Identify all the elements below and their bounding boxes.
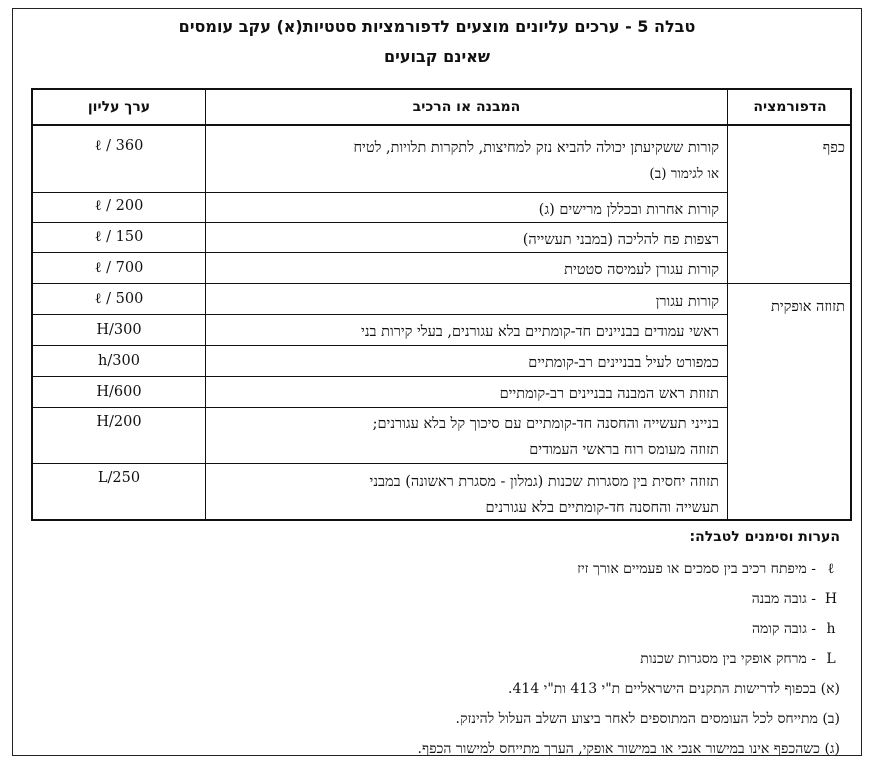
row-structure: תזוזת ראש המבנה בבניינים רב-קומתיים [499, 386, 719, 402]
symbol-note [752, 621, 840, 638]
row-structure: קורות ששקיעתן יכולה להביא נזק למחיצות, לתקרות תלויות, לטיח [353, 140, 719, 156]
symbol: ℓ [827, 561, 835, 577]
symbol-note [752, 591, 840, 608]
symbol: h [826, 621, 836, 637]
symbol-description: - גובה מבנה [751, 591, 816, 607]
row-limit: h/300 [98, 353, 140, 369]
footnote-a: (א) בכפוף לדרישות התקנים הישראליים ת"י 413 ות"י 414. [508, 681, 840, 697]
row-structure-cont: תזוזה מעומס רוח בראשי העמודים [529, 442, 719, 458]
row-structure: בנייני תעשייה והחסנה חד-קומתיים עם סיכוך קל בלא עגורנים; [372, 416, 719, 432]
table-title: טבלה 5 - ערכים עליונים מוצעים לדפורמציות סטטיות(א) עקב עומסים [178, 17, 696, 36]
symbol-description: - גובה קומה [751, 621, 816, 637]
header-structure: המבנה או הרכיב [412, 99, 521, 115]
row-structure: קורות עגורן [655, 294, 719, 310]
row-limit: H/600 [96, 384, 142, 400]
row-structure: קורות עגורן לעמיסה סטטית [564, 262, 719, 278]
header-limit: ערך עליון [87, 99, 151, 115]
row-divider [33, 192, 727, 193]
symbol-description: - מרחק אופקי בין מסגרות שכנות [640, 651, 816, 667]
header-deformation: הדפורמציה [753, 99, 827, 115]
footnote-c: (ג) כשהכפף אינו במישור אנכי או במישור אופקי, הערך מתייחס למישור הכפף. [417, 741, 840, 757]
table-title-line2: שאינם קבועים [384, 47, 490, 66]
table-notes [31, 521, 852, 755]
symbol-note [640, 651, 840, 668]
row-limit: H/200 [96, 414, 142, 430]
document-frame [12, 8, 862, 756]
row-structure: קורות אחרות ובכללן מרישים (ג) [538, 202, 719, 218]
column-divider [205, 90, 206, 519]
notes-title: הערות וסימנים לטבלה: [689, 529, 840, 545]
symbol: H [824, 591, 838, 607]
row-limit: H/300 [96, 322, 142, 338]
group-label-horizontal: תזוזה אופקית [770, 299, 845, 315]
row-structure: רצפות פח להליכה (במבני תעשייה) [522, 232, 719, 248]
row-limit: ℓ / 500 [94, 291, 144, 307]
row-structure: תזוזה יחסית בין מסגרות שכנות (גמלון - מסגרת ראשונה) במבני [369, 474, 719, 490]
group-label-bending: כפף [822, 140, 845, 156]
symbol: L [826, 651, 836, 667]
row-limit: ℓ / 150 [94, 229, 144, 245]
row-structure-cont: תעשייה והחסנה חד-קומתיים בלא עגורנים [485, 500, 719, 516]
row-structure-cont: או לגימור (ב) [649, 166, 719, 182]
row-limit: ℓ / 700 [94, 260, 144, 276]
row-limit: ℓ / 360 [94, 138, 144, 154]
symbol-description: - מיפתח רכיב בין סמכים או פעמיים אורך זיז [577, 561, 816, 577]
symbol-note [577, 561, 840, 578]
deformation-table [31, 88, 852, 521]
row-structure: ראשי עמודים בבניינים חד-קומתיים בלא עגורנים, בעלי קירות בני [361, 324, 719, 340]
row-limit: ℓ / 200 [94, 198, 144, 214]
footnote-b: (ב) מתייחס לכל העומסים המתוספים לאחר ביצוע השלב העלול להינזק. [455, 711, 840, 727]
row-structure: כמפורט לעיל בבניינים רב-קומתיים [528, 355, 719, 371]
column-divider [727, 90, 728, 519]
row-limit: L/250 [97, 470, 141, 486]
